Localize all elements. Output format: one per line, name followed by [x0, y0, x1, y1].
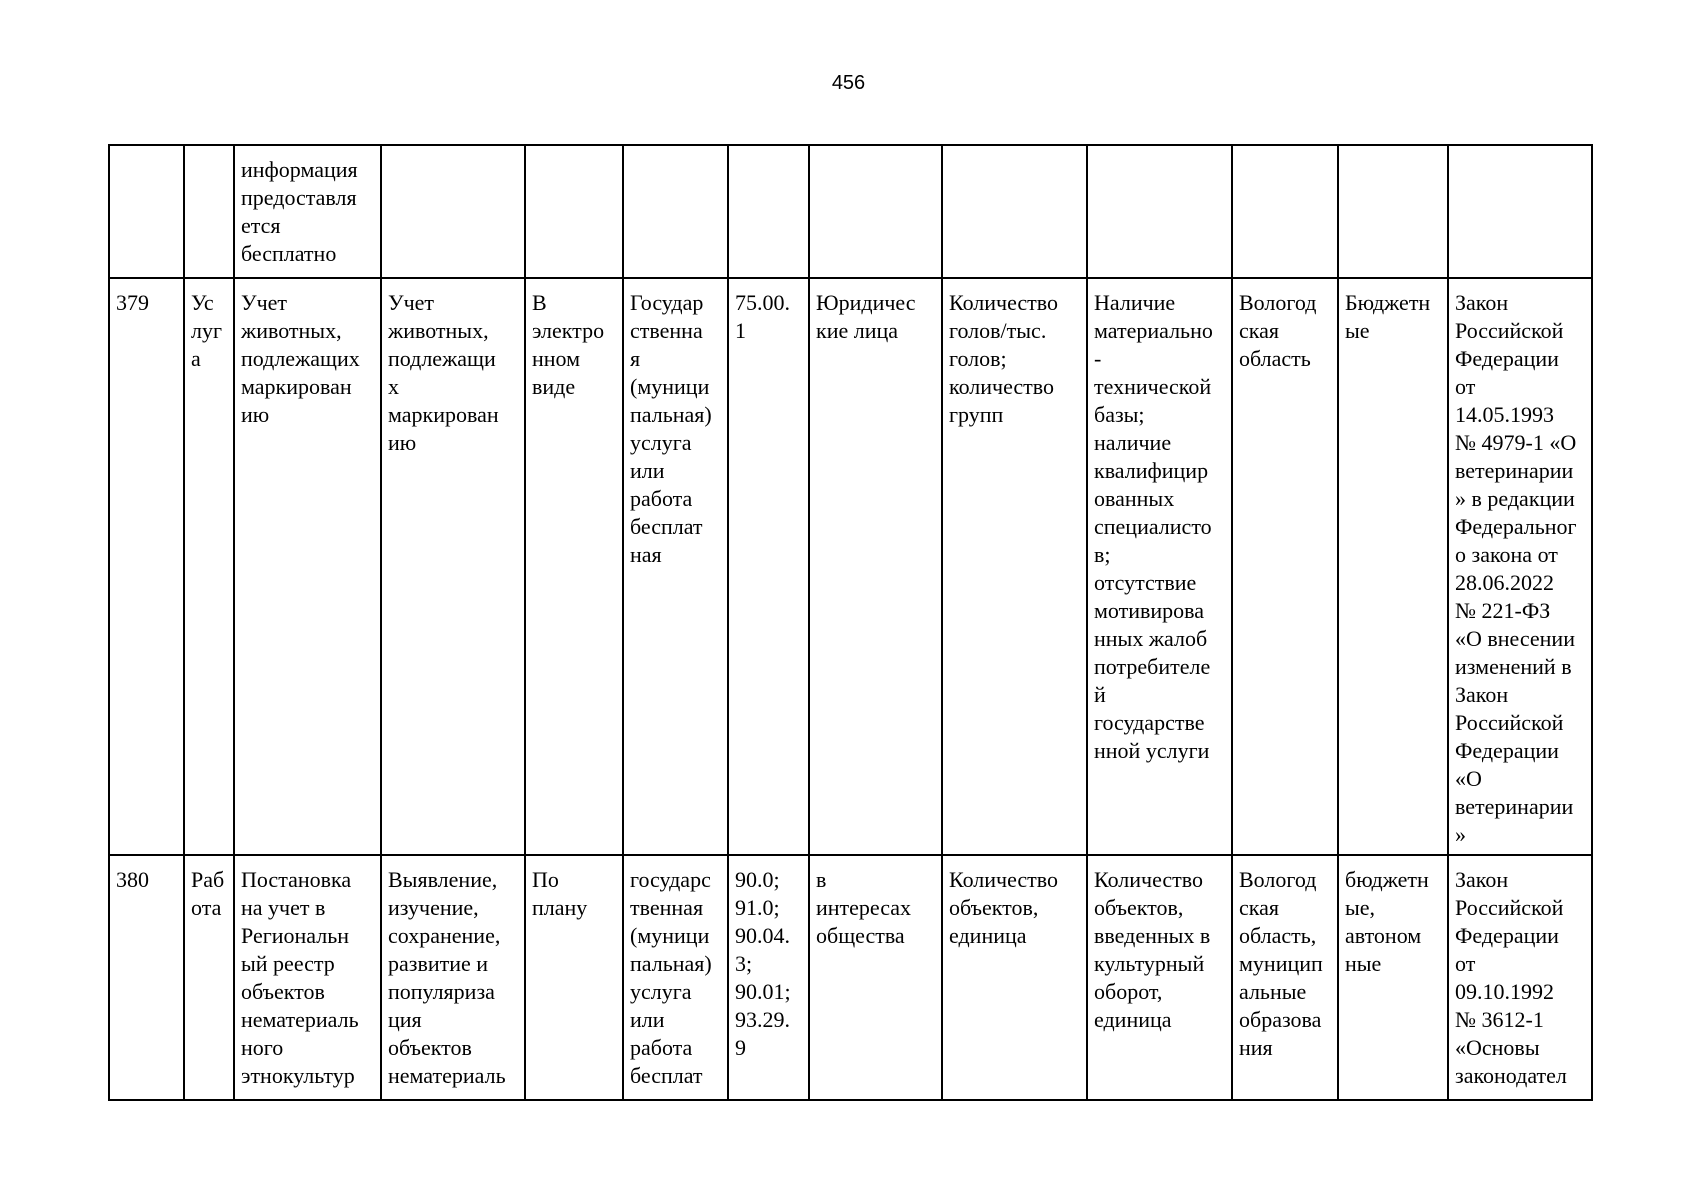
- cell-institution-type: бюджетн ые, автоном ные: [1338, 855, 1448, 1100]
- cell-legal-basis: Закон Российской Федерации от 14.05.1993 № 4979-1 «О ветеринарии » в редакции Федеральног о закона от 28.06.2022 № 221-ФЗ «О внесении изменений в Закон Российской Федерации «О ветеринарии »: [1448, 278, 1592, 855]
- cell-name: информация предоставля ется бесплатно: [234, 145, 381, 278]
- cell-kind: [623, 145, 728, 278]
- cell-form: По плану: [525, 855, 623, 1100]
- cell-type: [184, 145, 234, 278]
- cell-kind: государс твенная (муници пальная) услуга или работа бесплат: [623, 855, 728, 1100]
- cell-legal-basis: Закон Российской Федерации от 09.10.1992 № 3612-1 «Основы законодател: [1448, 855, 1592, 1100]
- cell-name: Учет животных, подлежащих маркирован ию: [234, 278, 381, 855]
- page-number: 456: [831, 72, 866, 94]
- table-row-380: [109, 855, 1592, 1100]
- cell-okved: 75.00. 1: [728, 278, 809, 855]
- cell-consumers: в интересах общества: [809, 855, 942, 1100]
- table-row-379: [109, 278, 1592, 855]
- table-row-continuation: [109, 145, 1592, 278]
- cell-okved: 90.0; 91.0; 90.04. 3; 90.01; 93.29. 9: [728, 855, 809, 1100]
- cell-volume-indicators: [942, 145, 1087, 278]
- cell-number: 379: [109, 278, 184, 855]
- cell-content: Выявление, изучение, сохранение, развитие и популяриза ция объектов нематериаль: [381, 855, 525, 1100]
- cell-kind: Государ ственна я (муници пальная) услуга или работа бесплат ная: [623, 278, 728, 855]
- cell-legal-basis: [1448, 145, 1592, 278]
- cell-number: 380: [109, 855, 184, 1100]
- cell-volume-indicators: Количество объектов, единица: [942, 855, 1087, 1100]
- cell-quality-indicators: Наличие материально - технической базы; наличие квалифицир ованных специалисто в; отсутствие мотивирова нных жалоб потребителе й государстве нной услуги: [1087, 278, 1232, 855]
- cell-volume-indicators: Количество голов/тыс. голов; количество групп: [942, 278, 1087, 855]
- cell-quality-indicators: Количество объектов, введенных в культурный оборот, единица: [1087, 855, 1232, 1100]
- cell-content: [381, 145, 525, 278]
- cell-form: [525, 145, 623, 278]
- cell-type: Раб ота: [184, 855, 234, 1100]
- cell-quality-indicators: [1087, 145, 1232, 278]
- cell-type: Ус луг а: [184, 278, 234, 855]
- cell-authority: Вологод ская область: [1232, 278, 1338, 855]
- cell-consumers: [809, 145, 942, 278]
- cell-form: В электро нном виде: [525, 278, 623, 855]
- cell-okved: [728, 145, 809, 278]
- cell-content: Учет животных, подлежащи х маркирован ию: [381, 278, 525, 855]
- cell-authority: [1232, 145, 1338, 278]
- registry-table: [108, 144, 1593, 1101]
- cell-authority: Вологод ская область, муницип альные образова ния: [1232, 855, 1338, 1100]
- cell-institution-type: Бюджетн ые: [1338, 278, 1448, 855]
- cell-name: Постановка на учет в Региональн ый реестр объектов нематериаль ного этнокультур: [234, 855, 381, 1100]
- cell-institution-type: [1338, 145, 1448, 278]
- cell-number: [109, 145, 184, 278]
- cell-consumers: Юридичес кие лица: [809, 278, 942, 855]
